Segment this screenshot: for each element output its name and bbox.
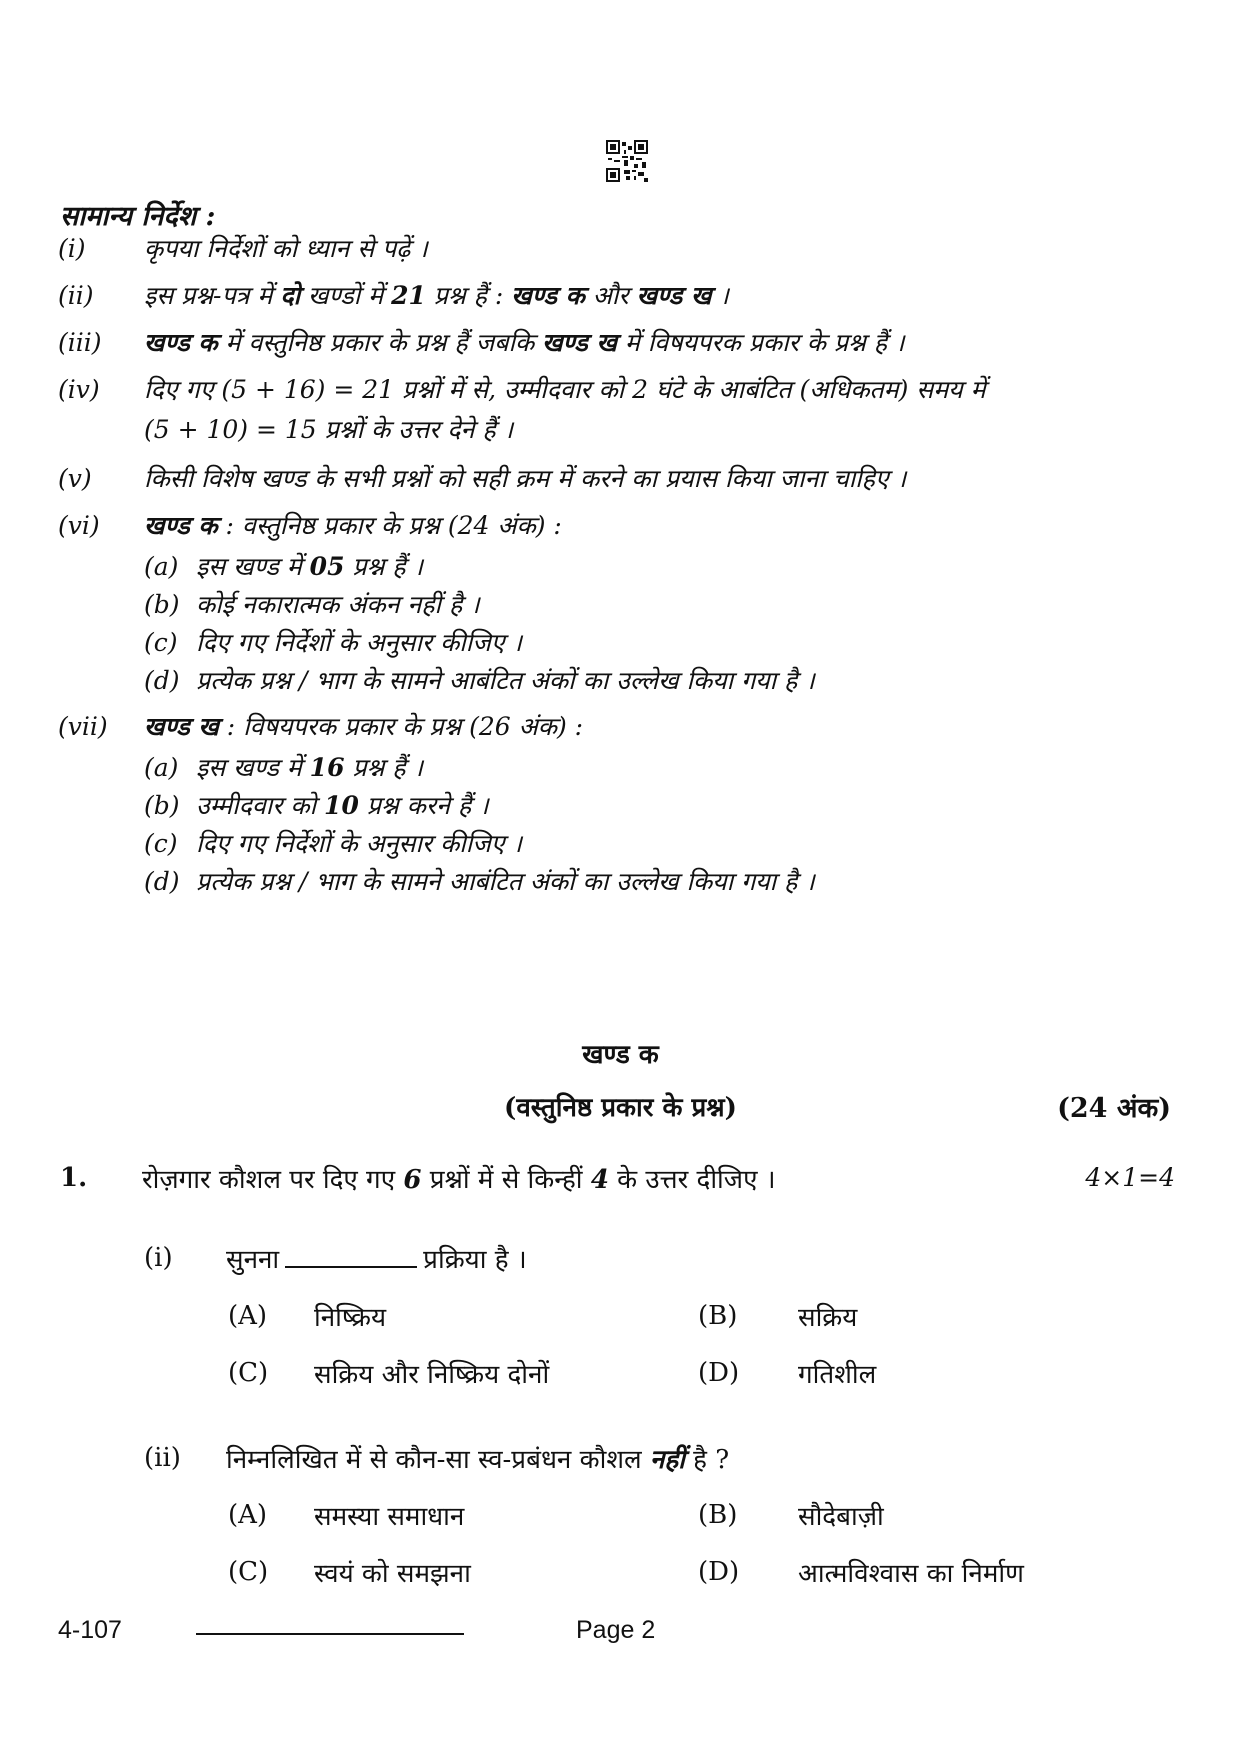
instruction-number: (ii)	[58, 281, 94, 310]
option-label: (B)	[698, 1301, 738, 1331]
section-marks: (24 अंक)	[1057, 1093, 1171, 1124]
instruction-text: खण्ड क : वस्तुनिष्ठ प्रकार के प्रश्न (24 अंक) :	[144, 511, 562, 540]
answer-blank	[285, 1244, 417, 1268]
instruction-number: (vi)	[58, 511, 100, 540]
option-text: समस्या समाधान	[314, 1502, 465, 1532]
subquestion-number: (i)	[144, 1243, 173, 1273]
footer-divider	[196, 1633, 464, 1635]
sub-instruction: (c) दिए गए निर्देशों के अनुसार कीजिए ।	[144, 829, 523, 858]
subquestion-number: (ii)	[144, 1443, 181, 1473]
option-label: (D)	[698, 1557, 740, 1587]
option-label: (A)	[228, 1301, 268, 1331]
instruction-number: (iv)	[58, 375, 100, 404]
option-text: आत्मविश्वास का निर्माण	[798, 1559, 1024, 1589]
question-marks: 4×1=4	[1085, 1163, 1175, 1192]
sub-instruction: (b) कोई नकारात्मक अंकन नहीं है ।	[144, 590, 480, 619]
page-number: Page 2	[576, 1616, 656, 1644]
instruction-number: (i)	[58, 234, 86, 263]
instruction-number: (v)	[58, 464, 92, 493]
option-text: सक्रिय	[798, 1303, 858, 1333]
option-label: (D)	[698, 1358, 740, 1388]
instruction-text: (5 + 10) = 15 प्रश्नों के उत्तर देने हैं ।	[144, 415, 514, 444]
sub-instruction: (a) इस खण्ड में 05 प्रश्न हैं ।	[144, 552, 423, 581]
sub-instruction: (c) दिए गए निर्देशों के अनुसार कीजिए ।	[144, 628, 523, 657]
sub-instruction: (d) प्रत्येक प्रश्न / भाग के सामने आबंटित अंकों का उल्लेख किया गया है ।	[144, 867, 815, 896]
option-label: (C)	[228, 1358, 269, 1388]
option-text: गतिशील	[798, 1360, 877, 1390]
option-text: स्वयं को समझना	[314, 1559, 471, 1589]
instruction-number: (iii)	[58, 328, 102, 357]
option-label: (B)	[698, 1500, 738, 1530]
option-text: सौदेबाज़ी	[798, 1502, 884, 1532]
instruction-number: (vii)	[58, 712, 108, 741]
question-text: रोज़गार कौशल पर दिए गए 6 प्रश्नों में से किन्हीं 4 के उत्तर दीजिए ।	[142, 1165, 776, 1195]
option-label: (A)	[228, 1500, 268, 1530]
option-label: (C)	[228, 1557, 269, 1587]
sub-instruction: (d) प्रत्येक प्रश्न / भाग के सामने आबंटित अंकों का उल्लेख किया गया है ।	[144, 666, 815, 695]
sub-instruction: (b) उम्मीदवार को 10 प्रश्न करने हैं ।	[144, 791, 489, 820]
general-instructions-heading: सामान्य निर्देश :	[60, 201, 216, 232]
sub-instruction: (a) इस खण्ड में 16 प्रश्न हैं ।	[144, 753, 423, 782]
subquestion-stem: निम्नलिखित में से कौन-सा स्व-प्रबंधन कौशल नहीं है ?	[226, 1445, 730, 1475]
instruction-text: दिए गए (5 + 16) = 21 प्रश्नों में से, उम्मीदवार को 2 घंटे के आबंटित (अधिकतम) समय में	[144, 375, 986, 404]
section-subtitle: (वस्तुनिष्ठ प्रकार के प्रश्न)	[504, 1093, 737, 1123]
instruction-text: कृपया निर्देशों को ध्यान से पढ़ें ।	[144, 234, 428, 263]
instruction-text: खण्ड क में वस्तुनिष्ठ प्रकार के प्रश्न हैं जबकि खण्ड ख में विषयपरक प्रकार के प्रश्न हैं ।	[144, 328, 905, 357]
option-text: सक्रिय और निष्क्रिय दोनों	[314, 1360, 550, 1390]
option-text: निष्क्रिय	[314, 1303, 387, 1333]
instruction-text: किसी विशेष खण्ड के सभी प्रश्नों को सही क्रम में करने का प्रयास किया जाना चाहिए ।	[144, 464, 907, 493]
question-number: 1.	[60, 1163, 88, 1193]
section-title: खण्ड क	[582, 1040, 659, 1070]
paper-code: 4-107	[58, 1616, 122, 1644]
qr-code-icon	[606, 140, 648, 182]
instruction-text: इस प्रश्न-पत्र में दो खण्डों में 21 प्रश्न हैं : खण्ड क और खण्ड ख ।	[144, 281, 729, 310]
subquestion-stem: सुनना प्रक्रिया है ।	[226, 1245, 527, 1275]
instruction-text: खण्ड ख : विषयपरक प्रकार के प्रश्न (26 अंक) :	[144, 712, 584, 741]
